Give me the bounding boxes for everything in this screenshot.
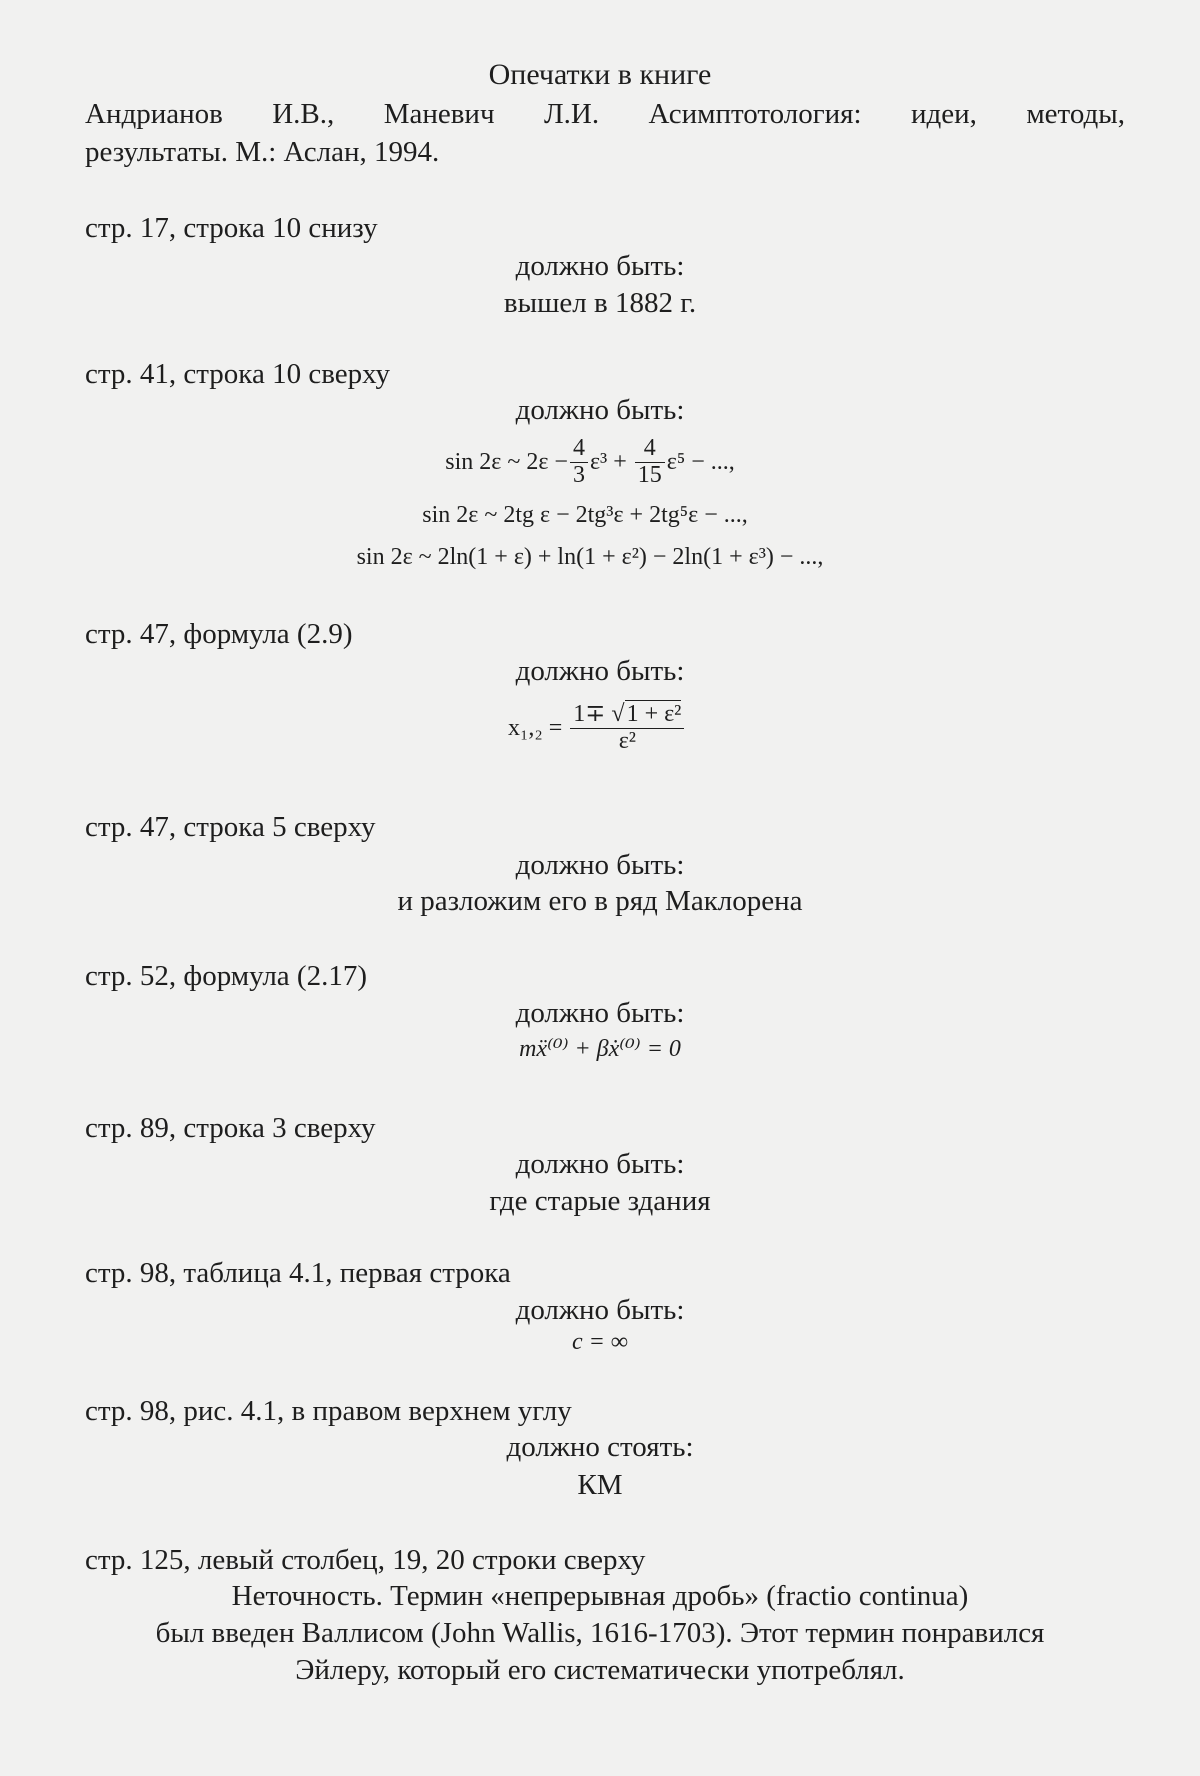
entry-location: стр. 52, формула (2.17): [85, 960, 367, 992]
fraction: $\frac{4}{15}$: [635, 436, 665, 487]
entry-label: должно быть:: [515, 1148, 685, 1180]
entry-location: стр. 98, таблица 4.1, первая строка: [85, 1257, 511, 1289]
formula-series-ln: sin 2ε ~ 2ln(1 + ε) + ln(1 + ε²) − 2ln(1 + ε³) − ...,: [356, 544, 824, 570]
entry-note-line: был введен Валлисом (John Wallis, 1616-1703). Этот термин понравился: [155, 1617, 1045, 1649]
entry-location: стр. 17, строка 10 снизу: [85, 212, 378, 244]
entry-correction: вышел в 1882 г.: [503, 287, 697, 319]
entry-location: стр. 89, строка 3 сверху: [85, 1112, 376, 1144]
entry-location: стр. 47, формула (2.9): [85, 618, 353, 650]
entry-location: стр. 98, рис. 4.1, в правом верхнем углу: [85, 1395, 572, 1427]
entry-label: должно быть:: [515, 1294, 685, 1326]
ref-word: Андрианов: [85, 98, 223, 130]
entry-correction: КМ: [577, 1469, 623, 1501]
formula-velocity: c = ∞: [572, 1329, 628, 1355]
entry-location: стр. 125, левый столбец, 19, 20 строки сверху: [85, 1544, 646, 1576]
entry-location: стр. 41, строка 10 сверху: [85, 358, 390, 390]
ref-word: Маневич: [383, 98, 495, 130]
ref-word: идеи,: [910, 98, 977, 130]
entry-label: должно стоять:: [506, 1431, 694, 1463]
ref-word: Л.И.: [543, 98, 600, 130]
entry-label: должно быть:: [515, 997, 685, 1029]
fraction: $\frac{\text{1∓ √1 + ε²}}{\text{ε²}}$: [570, 702, 684, 753]
formula-roots: x₁,₂ = $\frac{\text{1∓ √1 + ε²}}{\text{ε²}}$: [508, 690, 686, 766]
entry-label: должно быть:: [515, 849, 685, 881]
formula-series-sin: sin 2ε ~ 2ε − $\frac{4}{3}$ ε³ + $\frac{4}{15}$ ε⁵ − ...,: [445, 435, 735, 488]
entry-label: должно быть:: [515, 655, 685, 687]
ref-word: Асимптотология:: [648, 98, 862, 130]
entry-note-line: Эйлеру, который его систематически употреблял.: [295, 1654, 905, 1686]
book-reference-line2: результаты. М.: Аслан, 1994.: [85, 136, 440, 168]
entry-label: должно быть:: [515, 394, 685, 426]
entry-correction: и разложим его в ряд Маклорена: [397, 885, 803, 917]
fraction: $\frac{4}{3}$: [570, 436, 588, 487]
page-title: Опечатки в книге: [488, 58, 712, 91]
entry-location: стр. 47, строка 5 сверху: [85, 811, 376, 843]
formula-series-tg: sin 2ε ~ 2tg ε − 2tg³ε + 2tg⁵ε − ...,: [422, 502, 748, 528]
entry-note-line: Неточность. Термин «непрерывная дробь» (fractio continua): [231, 1580, 969, 1612]
entry-label: должно быть:: [515, 250, 685, 282]
entry-correction: где старые здания: [489, 1185, 711, 1217]
formula-motion: mẍ⁽⁰⁾ + βẋ⁽⁰⁾ = 0: [519, 1036, 681, 1062]
book-reference-line1: [85, 100, 1125, 129]
ref-word: методы,: [1026, 98, 1125, 130]
ref-word: И.В.,: [272, 98, 335, 130]
